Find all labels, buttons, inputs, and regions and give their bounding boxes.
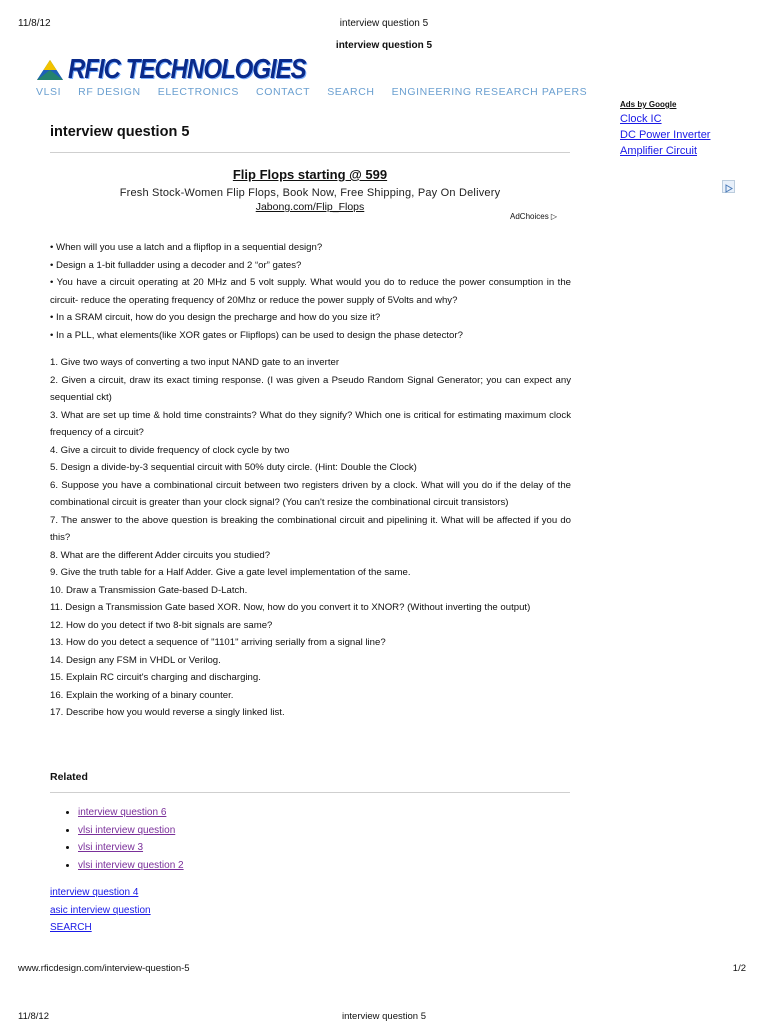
bullet-item: • In a SRAM circuit, how do you design the precharge and how do you size it? <box>50 312 381 323</box>
logo-text: RFIC TECHNOLOGIES <box>68 53 306 85</box>
side-ads <box>620 100 710 157</box>
question-item: 2. Given a circuit, draw its exact timing response. (I was given a Pseudo Random Signal Generator; you can expect any sequential ckt) <box>50 374 571 403</box>
page-number: 1/2 <box>732 963 746 974</box>
question-item: 16. Explain the working of a binary counter. <box>50 689 234 701</box>
page-heading: interview question 5 <box>335 40 433 51</box>
question-item: 4. Give a circuit to divide frequency of clock cycle by two <box>50 444 290 456</box>
question-item: 17. Describe how you would reverse a singly linked list. <box>50 707 285 718</box>
question-item: 7. The answer to the above question is breaking the combinational circuit and pipelining it. What will be affected if you do this? <box>50 514 571 543</box>
related-list <box>64 804 184 874</box>
question-item: 8. What are the different Adder circuits you studied? <box>50 549 271 561</box>
question-item: 5. Design a divide-by-3 sequential circuit with 50% duty circle. (Hint: Double the Clock) <box>50 462 417 473</box>
nav-contact[interactable]: CONTACT <box>256 86 311 98</box>
ad-arrow-icon[interactable] <box>722 180 735 193</box>
site-logo[interactable] <box>36 54 306 86</box>
list-item <box>78 804 184 822</box>
list-item <box>78 822 184 840</box>
related-link[interactable]: interview question 6 <box>78 807 167 818</box>
nav-engineering-research-papers[interactable]: ENGINEERING RESEARCH PAPERS <box>391 86 588 98</box>
post-navigation-links <box>50 884 151 937</box>
related-link[interactable]: vlsi interview question 2 <box>78 859 184 871</box>
prev-post-link[interactable]: interview question 4 <box>50 887 139 898</box>
ads-by-google-label[interactable]: Ads by Google <box>620 100 677 109</box>
side-ad-link[interactable]: Amplifier Circuit <box>620 145 698 157</box>
bullet-item: • In a PLL, what elements(like XOR gates or Flipflops) can be used to design the phase detector? <box>50 329 463 341</box>
bullet-questions <box>50 239 571 344</box>
question-item: 11. Design a Transmission Gate based XOR. Now, how do you convert it to XNOR? (Without inverting the output) <box>50 602 531 613</box>
title-divider <box>50 152 570 153</box>
text-ad <box>50 167 570 213</box>
next-post-link[interactable]: asic interview question <box>50 904 151 916</box>
nav-vlsi[interactable]: VLSI <box>36 86 62 98</box>
ad-url-link[interactable]: Jabong.com/Flip_Flops <box>255 201 365 213</box>
ad-headline-link[interactable]: Flip Flops starting @ 599 <box>232 167 388 182</box>
question-item: 6. Suppose you have a combinational circuit between two registers driven by a clock. What will you do if the delay of the combinational circuit is greater than your clock signal? (You can't resize the combinational circuit transistors) <box>50 479 571 508</box>
question-item: 14. Design any FSM in VHDL or Verilog. <box>50 654 221 666</box>
next-page-title: interview question 5 <box>342 1011 426 1022</box>
list-item <box>78 839 184 857</box>
question-item: 3. What are set up time & hold time constraints? What do they signify? Which one is critical for estimating maximum clock frequency of a circuit? <box>50 409 571 438</box>
nav-electronics[interactable]: ELECTRONICS <box>157 86 240 98</box>
bullet-item: • When will you use a latch and a flipflop in a sequential design? <box>50 242 323 253</box>
main-nav <box>36 86 587 98</box>
print-title: interview question 5 <box>339 18 429 29</box>
question-item: 13. How do you detect a sequence of "1101" arriving serially from a signal line? <box>50 637 386 648</box>
list-item <box>78 857 184 875</box>
question-item: 1. Give two ways of converting a two input NAND gate to an inverter <box>50 357 340 368</box>
question-item: 10. Draw a Transmission Gate-based D-Latch. <box>50 584 248 596</box>
post-title: interview question 5 <box>50 124 190 140</box>
bullet-item: • You have a circuit operating at 20 MHz and 5 volt supply. What would you do to reduce the power consumption in the circuit- reduce the operating frequency of 20Mhz or reduce the power supply of 5Volts and why? <box>50 277 571 306</box>
related-heading: Related <box>50 771 88 783</box>
question-item: 15. Explain RC circuit's charging and discharging. <box>50 672 261 683</box>
question-item: 12. How do you detect if two 8-bit signals are same? <box>50 619 273 631</box>
related-divider <box>50 792 570 793</box>
search-link[interactable]: SEARCH <box>50 922 92 933</box>
side-ad-link[interactable]: Clock IC <box>620 113 662 125</box>
pyramid-logo-icon <box>36 59 64 81</box>
related-link[interactable]: vlsi interview question <box>78 824 176 836</box>
numbered-questions <box>50 354 571 722</box>
footer-url: www.rficdesign.com/interview-question-5 <box>18 963 190 974</box>
related-link[interactable]: vlsi interview 3 <box>78 842 144 853</box>
adchoices-link[interactable]: AdChoices ▷ <box>510 212 558 221</box>
ad-description: Fresh Stock-Women Flip Flops, Book Now, Free Shipping, Pay On Delivery <box>119 187 501 199</box>
next-page-date: 11/8/12 <box>18 1011 49 1022</box>
nav-rf-design[interactable]: RF DESIGN <box>78 86 141 98</box>
print-date: 11/8/12 <box>18 18 51 29</box>
nav-search[interactable]: SEARCH <box>327 86 375 98</box>
question-item: 9. Give the truth table for a Half Adder. Give a gate level implementation of the same. <box>50 567 411 578</box>
side-ad-link[interactable]: DC Power Inverter <box>620 129 711 141</box>
bullet-item: • Design a 1-bit fulladder using a decoder and 2 “or” gates? <box>50 259 302 271</box>
post-content <box>50 239 571 722</box>
